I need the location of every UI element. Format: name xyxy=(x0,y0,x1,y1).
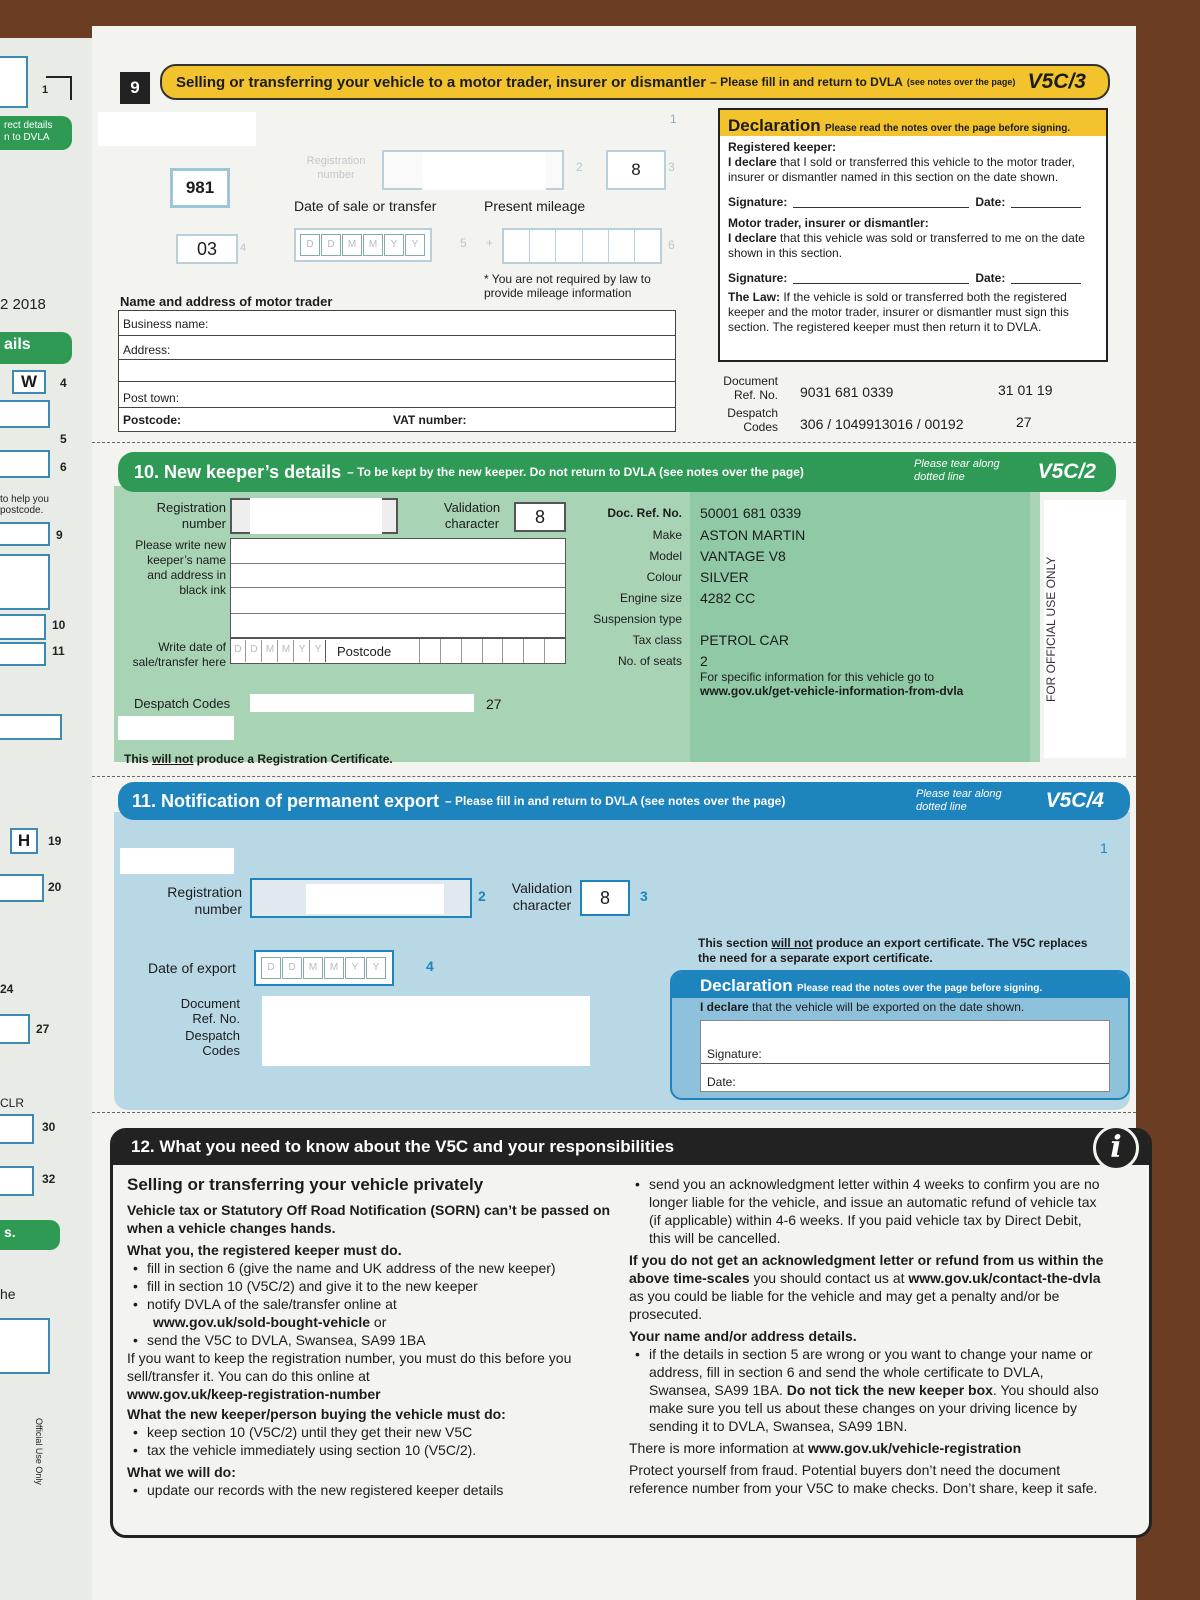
s11-declaration-box xyxy=(670,970,1130,1100)
rk-must-heading: What you, the registered keeper must do. xyxy=(127,1242,402,1258)
w-box: W xyxy=(12,370,46,394)
date-char-y1: Y xyxy=(384,234,404,256)
redacted-block xyxy=(98,112,256,146)
mileage-note: * You are not required by law to provide mileage information xyxy=(484,272,651,300)
present-mileage-label: Present mileage xyxy=(484,198,586,214)
field-number-4: 4 xyxy=(240,242,247,254)
tear-line-1 xyxy=(92,442,1136,443)
s10-date-d1: D xyxy=(231,640,246,662)
s9-declaration-subtitle: Please read the notes over the page before signing. xyxy=(825,123,1071,134)
vehicle-detail-row xyxy=(576,587,1016,608)
field-number-6: 6 xyxy=(668,238,675,252)
section-11-title: 11. Notification of permanent export xyxy=(132,790,440,811)
num-19: 19 xyxy=(48,834,62,848)
vehicle-info-text: For specific information for this vehicle go to xyxy=(700,670,935,684)
left-field-5 xyxy=(0,400,50,428)
new-keeper-must-heading: What the new keeper/person buying the vehicle must do: xyxy=(127,1406,506,1422)
contact-dvla-url[interactable]: www.gov.uk/contact-the-dvla xyxy=(908,1270,1101,1286)
left-box-number: 1 xyxy=(42,84,49,96)
section-11-subtitle: – Please fill in and return to DVLA (see notes over the page) xyxy=(445,794,786,808)
info-icon: i xyxy=(1093,1125,1139,1171)
export-date-m1: M xyxy=(303,957,323,979)
s9-mileage-field[interactable] xyxy=(502,228,662,264)
s10-validation-char: 8 xyxy=(514,502,566,532)
export-date-d1: D xyxy=(261,957,281,979)
s10-despatch-suffix: 27 xyxy=(486,696,502,712)
section-10-code: V5C/2 xyxy=(1037,460,1096,483)
date-char-m1: M xyxy=(342,234,362,256)
redacted-s10-despatch xyxy=(250,694,474,712)
s10-date-m1: M xyxy=(263,640,278,662)
mt-declare: I declare xyxy=(728,231,777,245)
field-number-3: 3 xyxy=(668,160,675,174)
s11-field-number-1: 1 xyxy=(1100,840,1108,856)
s11-signature-box[interactable] xyxy=(700,1020,1110,1092)
redacted-s11-doc-ref xyxy=(262,996,590,1066)
s11-declare: I declare xyxy=(700,1000,749,1014)
export-date-y1: Y xyxy=(345,957,365,979)
vehicle-detail-value: 4282 CC xyxy=(700,589,756,606)
vehicle-detail-row xyxy=(576,502,1016,524)
rk-date-line[interactable] xyxy=(1011,207,1081,208)
num-6: 6 xyxy=(60,460,67,474)
rk-signature-line[interactable] xyxy=(793,207,969,208)
export-date-d2: D xyxy=(282,957,302,979)
s11-validation-char: 8 xyxy=(580,880,630,916)
section-12-title: 12. What you need to know about the V5C and your responsibilities xyxy=(113,1131,1149,1165)
vehicle-detail-label: Doc. Ref. No. xyxy=(607,506,682,520)
section-11-code: V5C/4 xyxy=(1045,789,1104,812)
doc-ref-label: Document Ref. No. xyxy=(723,374,778,402)
mt-signature-line[interactable] xyxy=(793,283,969,284)
vehicle-detail-value: 50001 681 0339 xyxy=(700,505,802,521)
s10-postcode-label: Postcode xyxy=(337,643,392,659)
left-field-20 xyxy=(0,874,44,902)
left-field-10 xyxy=(0,614,46,640)
s11-field-number-4: 4 xyxy=(426,958,434,974)
section-9-number: 9 xyxy=(120,72,150,104)
vehicle-info-url[interactable]: www.gov.uk/get-vehicle-information-from-dvla xyxy=(700,684,964,698)
cert-note-3: produce a Registration Certificate. xyxy=(193,752,393,766)
s10-registration-label: Registration number xyxy=(156,500,226,531)
export-date-y2: Y xyxy=(366,957,386,979)
s11-signature-label: Signature: xyxy=(707,1047,762,1061)
section-9-subtitle: – Please fill in and return to DVLA xyxy=(710,75,903,89)
rk-signature-label: Signature: xyxy=(728,195,788,209)
tear-line-3 xyxy=(92,1112,1136,1113)
box-03: 03 xyxy=(176,234,238,264)
vehicle-detail-label: Make xyxy=(652,527,682,542)
s10-date-label: Write date of sale/transfer here xyxy=(132,640,226,669)
left-field-32 xyxy=(0,1166,34,1196)
vehicle-detail-label: Engine size xyxy=(619,590,682,605)
left-he-text: he xyxy=(0,1286,16,1302)
law-title: The Law: xyxy=(728,290,781,304)
left-field-bottom xyxy=(0,1318,50,1374)
num-27: 27 xyxy=(36,1022,50,1036)
s11-registration-label: Registration number xyxy=(167,884,242,917)
clr-label: CLR xyxy=(0,1096,25,1110)
motor-trader-title: Name and address of motor trader xyxy=(120,294,333,309)
left-field-address xyxy=(0,554,50,610)
s10-validation-label: Validation character xyxy=(443,500,501,531)
tax-note: Vehicle tax or Statutory Off Road Notification (SORN) can’t be passed on when a vehicle changes hands. xyxy=(127,1202,611,1236)
date-of-export-label: Date of export xyxy=(148,960,236,976)
vehicle-detail-row xyxy=(576,608,1016,629)
s12-left-column xyxy=(127,1175,615,1499)
s11-declaration-subtitle: Please read the notes over the page before signing. xyxy=(797,983,1043,994)
name-item-1: if the details in section 5 are wrong or you want to change your name or address, fill in section 6 and send the whole certificate to DVLA, Swansea, SA99 1BA. xyxy=(649,1346,1093,1398)
s11-field-number-2: 2 xyxy=(478,888,486,904)
s10-date-y2: Y xyxy=(311,640,326,662)
vehicle-info-note xyxy=(700,670,1020,698)
vehicle-detail-value: PETROL CAR xyxy=(700,631,789,648)
export-note-2: will not xyxy=(771,936,813,950)
date-char-d2: D xyxy=(321,234,341,256)
vehicle-detail-value: 2 xyxy=(700,652,708,669)
private-sale-heading: Selling or transferring your vehicle privately xyxy=(127,1175,484,1194)
section-11-header xyxy=(118,782,1130,820)
redacted-s11-registration xyxy=(306,884,444,914)
s9-declaration-box xyxy=(718,108,1108,362)
s10-tear-note: Please tear along dotted line xyxy=(914,458,1000,483)
num-11: 11 xyxy=(52,644,65,658)
fraud-warning: Protect yourself from fraud. Potential buyers don’t need the document reference number from your V5C to make checks. Don’t share, keep it safe. xyxy=(629,1462,1098,1496)
no-ack-1: you should contact us at xyxy=(749,1270,909,1286)
mt-signature-label: Signature: xyxy=(728,271,788,285)
left-field-11 xyxy=(0,642,46,666)
rk-date-label: Date: xyxy=(975,195,1006,209)
field-number-5: 5 xyxy=(460,236,467,250)
vehicle-details-list xyxy=(576,502,1016,671)
s11-date-field[interactable] xyxy=(254,950,394,986)
we-will-heading: What we will do: xyxy=(127,1464,236,1480)
s11-date-label: Date: xyxy=(707,1075,736,1089)
section-9-title: Selling or transferring your vehicle to a motor trader, insurer or dismantler xyxy=(176,73,707,91)
left-field-9 xyxy=(0,522,50,546)
left-help-text: to help you postcode. xyxy=(0,494,49,516)
box-981: 981 xyxy=(170,168,230,208)
nk-item-2: • tax the vehicle immediately using section 10 (V5C/2). xyxy=(127,1441,615,1459)
vehicle-detail-value: VANTAGE V8 xyxy=(700,547,786,564)
mt-date-label: Date: xyxy=(975,271,1006,285)
s10-cert-note xyxy=(124,752,393,766)
official-use-label: Official Use Only xyxy=(34,1418,44,1485)
motor-trader-decl-title: Motor trader, insurer or dismantler: xyxy=(728,216,929,230)
name-address-heading: Your name and/or address details. xyxy=(629,1328,857,1344)
no-ack-2: as you could be liable for the vehicle and may get a penalty and/or be prosecuted. xyxy=(629,1288,1060,1322)
export-date-m2: M xyxy=(324,957,344,979)
section-10-title: 10. New keeper’s details xyxy=(134,461,342,482)
mileage-asterisk: + xyxy=(486,236,494,250)
vehicle-registration-url[interactable]: www.gov.uk/vehicle-registration xyxy=(807,1440,1022,1456)
left-field-27 xyxy=(0,1014,30,1044)
s11-field-number-3: 3 xyxy=(640,888,648,904)
left-year: 2 2018 xyxy=(0,296,46,313)
left-field-boxes xyxy=(0,714,62,740)
rk-item-4: • send the V5C to DVLA, Swansea, SA99 1BA xyxy=(127,1331,615,1349)
section-9-header xyxy=(160,64,1110,100)
despatch-suffix: 27 xyxy=(1016,414,1032,430)
s10-date-postcode-field[interactable] xyxy=(230,638,566,664)
date-char-d1: D xyxy=(300,234,320,256)
s10-date-y1: Y xyxy=(295,640,310,662)
export-note-1: This section xyxy=(698,936,772,950)
despatch-codes-label: Despatch Codes xyxy=(727,406,778,434)
s9-declaration-title: Declaration xyxy=(728,116,821,135)
date-char-m2: M xyxy=(363,234,383,256)
s10-despatch-label: Despatch Codes xyxy=(134,696,231,711)
keep-registration-text: If you want to keep the registration number, you must do this before you sell/transfer it. You can do this online at xyxy=(127,1350,572,1384)
num-4: 4 xyxy=(60,376,67,390)
post-town-label: Post town: xyxy=(123,391,180,405)
s12-right-column xyxy=(629,1175,1105,1497)
new-keeper-write-label: Please write new keeper’s name and address in black ink xyxy=(135,538,226,597)
or-text: or xyxy=(370,1314,387,1330)
redacted-registration xyxy=(422,152,546,190)
cert-note-1: This xyxy=(124,752,153,766)
registered-keeper-title: Registered keeper: xyxy=(728,140,837,154)
rk-item-3: • notify DVLA of the sale/transfer online at xyxy=(127,1295,615,1313)
redacted-s10-registration xyxy=(250,498,382,534)
vat-number-label: VAT number: xyxy=(393,413,467,427)
num-10: 10 xyxy=(52,618,66,632)
num-5: 5 xyxy=(60,432,67,446)
vehicle-detail-label: Colour xyxy=(646,569,682,584)
we-item-2: • send you an acknowledgment letter within 4 weeks to confirm you are no longer liable for the vehicle, and issue an automatic refund of vehicle tax (if applicable) within 4-6 weeks. If you paid vehicle tax by Direct Debit, this will be cancelled. xyxy=(629,1175,1105,1247)
vehicle-detail-value: ASTON MARTIN xyxy=(700,526,806,543)
no-ack-bold: If you do not get an acknowledgment letter or refund from us within the above time-scales xyxy=(629,1252,1104,1286)
cert-note-2: will not xyxy=(152,752,194,766)
section-9-code: V5C/3 xyxy=(1027,70,1086,93)
vehicle-detail-row xyxy=(576,629,1016,650)
mt-date-line[interactable] xyxy=(1011,283,1081,284)
num-24: 24 xyxy=(0,982,14,996)
s10-date-m2: M xyxy=(279,640,294,662)
s10-date-d2: D xyxy=(247,640,262,662)
official-use-text: FOR OFFICIAL USE ONLY xyxy=(1044,556,1058,702)
doc-ref-date: 31 01 19 xyxy=(998,382,1053,398)
name-item-bold: Do not tick the new keeper box xyxy=(786,1382,993,1398)
s11-tear-note: Please tear along dotted line xyxy=(916,788,1002,813)
date-char-y2: Y xyxy=(405,234,425,256)
s11-export-note xyxy=(698,936,1098,966)
s11-doc-ref-label: Document Ref. No. xyxy=(180,996,240,1026)
field-number-2: 2 xyxy=(576,160,583,174)
num-30: 30 xyxy=(42,1120,56,1134)
date-of-sale-label: Date of sale or transfer xyxy=(294,198,437,214)
s9-validation-char: 8 xyxy=(606,150,666,190)
redacted-s10-stamp xyxy=(118,716,234,740)
num-20: 20 xyxy=(48,880,62,894)
left-details-tab: ails xyxy=(0,332,72,364)
vehicle-detail-row xyxy=(576,545,1016,566)
left-green-tab: rect details n to DVLA xyxy=(0,116,72,150)
field-number-1: 1 xyxy=(670,112,677,126)
vehicle-detail-row xyxy=(576,524,1016,545)
left-field-30 xyxy=(0,1114,34,1144)
motor-trader-box[interactable] xyxy=(118,310,676,432)
section-12-box xyxy=(110,1128,1152,1538)
more-info-text: There is more information at xyxy=(629,1440,808,1456)
s11-declare-text: that the vehicle will be exported on the date shown. xyxy=(748,1000,1025,1014)
sold-bought-url[interactable]: www.gov.uk/sold-bought-vehicle xyxy=(153,1314,371,1330)
tear-line-2 xyxy=(92,776,1136,777)
section-10-header xyxy=(118,452,1116,492)
section-10-subtitle: – To be kept by the new keeper. Do not return to DVLA (see notes over the page) xyxy=(347,465,804,479)
num-32: 32 xyxy=(42,1172,56,1186)
left-box-1 xyxy=(0,56,28,108)
nk-item-1: • keep section 10 (V5C/2) until they get their new V5C xyxy=(127,1423,615,1441)
new-keeper-address-box[interactable] xyxy=(230,538,566,638)
s9-date-field[interactable] xyxy=(294,228,432,262)
corner-mark xyxy=(46,76,72,100)
section-9-subtitle-small: (see notes over the page) xyxy=(906,77,1016,87)
mt-declare-text: that this vehicle was sold or transferred to me on the date shown in this section. xyxy=(728,231,1085,260)
num-9: 9 xyxy=(56,528,63,542)
left-s-tab: s. xyxy=(0,1220,60,1250)
vehicle-detail-label: No. of seats xyxy=(617,653,682,668)
keep-registration-url[interactable]: www.gov.uk/keep-registration-number xyxy=(127,1386,381,1402)
s11-declaration-title: Declaration xyxy=(700,976,793,995)
rk-declare-text: that I sold or transferred this vehicle to the motor trader, insurer or dismantler named in this section on the date shown. xyxy=(728,155,1075,184)
law-text: If the vehicle is sold or transferred both the registered keeper and the motor trader, insurer or dismantler must sign this section. The registered keeper must then return it to DVLA. xyxy=(728,290,1069,334)
vehicle-detail-value: SILVER xyxy=(700,568,749,585)
vehicle-detail-label: Model xyxy=(649,548,682,563)
vehicle-detail-label: Tax class xyxy=(632,632,682,647)
vehicle-detail-label: Suspension type xyxy=(593,611,682,626)
s9-registration-label: Registration number xyxy=(306,155,366,181)
postcode-label: Postcode: xyxy=(123,413,182,427)
s11-validation-label: Validation character xyxy=(511,880,573,913)
h-box: H xyxy=(10,828,38,854)
address-label: Address: xyxy=(123,343,171,357)
business-name-label: Business name: xyxy=(123,317,209,331)
left-page xyxy=(0,38,98,1600)
rk-item-1: • fill in section 6 (give the name and UK address of the new keeper) xyxy=(127,1259,615,1277)
doc-ref-number: 9031 681 0339 xyxy=(800,384,894,400)
rk-item-2: • fill in section 10 (V5C/2) and give it to the new keeper xyxy=(127,1277,615,1295)
name-item-2: . You should also make sure you tell us about these changes on your driving licence by sending it to DVLA, Swansea, SA99 1BN. xyxy=(649,1382,1099,1434)
despatch-codes: 306 / 1049913016 / 00192 xyxy=(800,416,964,432)
vehicle-detail-row xyxy=(576,650,1016,671)
rk-declare: I declare xyxy=(728,155,777,169)
redacted-s11-stamp xyxy=(120,848,234,874)
export-note-3: produce an export certificate. The V5C replaces the need for a separate export certificate. xyxy=(698,936,1088,965)
s11-despatch-label: Despatch Codes xyxy=(185,1028,240,1058)
we-item-1: • update our records with the new registered keeper details xyxy=(127,1481,615,1499)
vehicle-detail-row xyxy=(576,566,1016,587)
left-field-6 xyxy=(0,450,50,478)
